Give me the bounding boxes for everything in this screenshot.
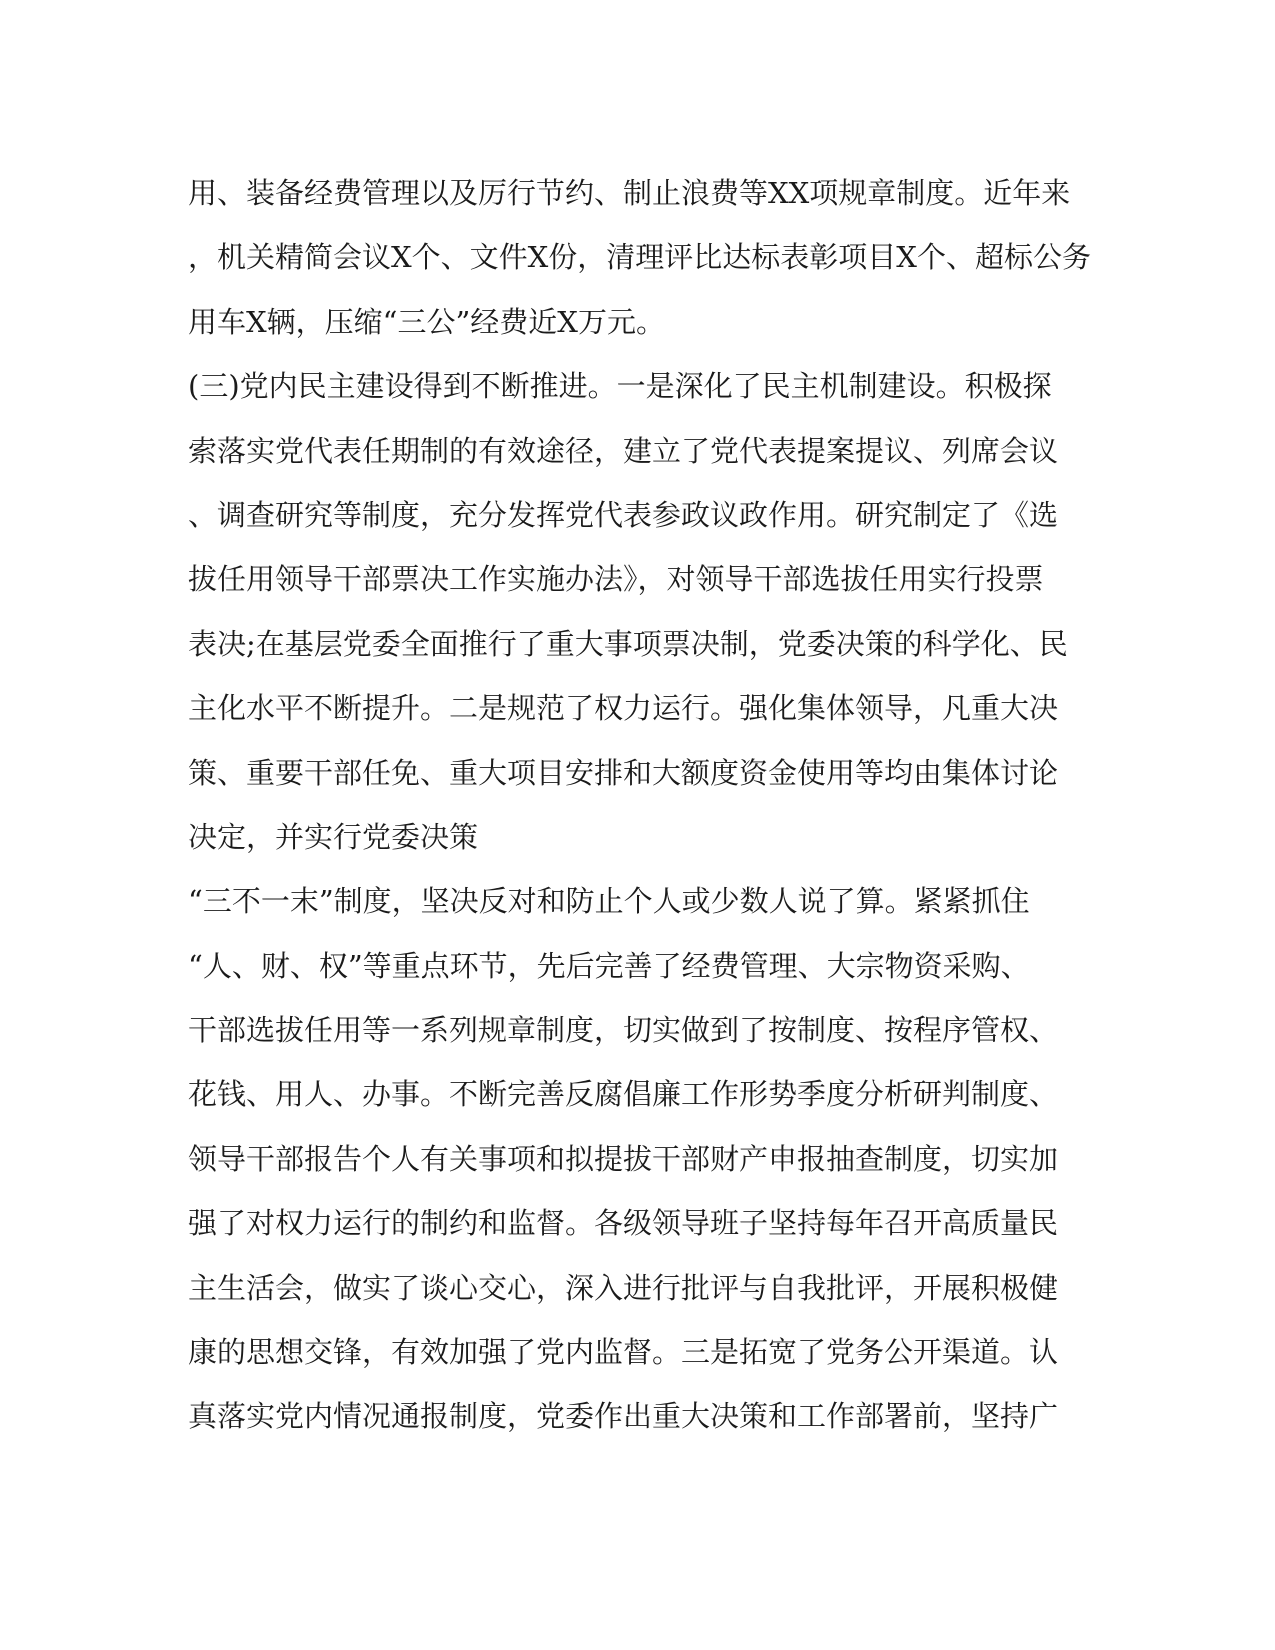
text-line: ，机关精简会议X个、文件X份，清理评比达标表彰项目X个、超标公务 [188, 240, 1091, 275]
body-text [188, 161, 1091, 1449]
text-line: 、调查研究等制度，充分发挥党代表参政议政作用。研究制定了《选 [188, 497, 1059, 532]
text-line: 主生活会，做实了谈心交心，深入进行批评与自我批评，开展积极健 [188, 1270, 1059, 1305]
text-line: 康的思想交锋，有效加强了党内监督。三是拓宽了党务公开渠道。认 [188, 1335, 1059, 1370]
text-line: 领导干部报告个人有关事项和拟提拔干部财产申报抽查制度，切实加 [188, 1141, 1059, 1176]
text-line: 强了对权力运行的制约和监督。各级领导班子坚持每年召开高质量民 [188, 1206, 1059, 1241]
text-line: 用车X辆，压缩“三公”经费近X万元。 [188, 304, 665, 339]
text-line: 用、装备经费管理以及厉行节约、制止浪费等XX项规章制度。近年来 [188, 176, 1071, 210]
text-line: 真落实党内情况通报制度，党委作出重大决策和工作部署前，坚持广 [188, 1399, 1059, 1434]
text-line: 主化水平不断提升。二是规范了权力运行。强化集体领导，凡重大决 [188, 691, 1059, 726]
text-line: (三)党内民主建设得到不断推进。一是深化了民主机制建设。积极探 [188, 369, 1052, 404]
text-line: 拔任用领导干部票决工作实施办法》，对领导干部选拔任用实行投票 [188, 562, 1044, 597]
text-line: “人、财、权”等重点环节，先后完善了经费管理、大宗物资采购、 [188, 948, 1030, 983]
text-line: 花钱、用人、办事。不断完善反腐倡廉工作形势季度分析研判制度、 [188, 1077, 1059, 1112]
text-line: “三不一末”制度，坚决反对和防止个人或少数人说了算。紧紧抓住 [188, 884, 1030, 919]
text-line: 干部选拔任用等一系列规章制度，切实做到了按制度、按程序管权、 [188, 1013, 1059, 1048]
text-line: 索落实党代表任期制的有效途径，建立了党代表提案提议、列席会议 [188, 433, 1059, 468]
text-line: 表决;在基层党委全面推行了重大事项票决制，党委决策的科学化、民 [188, 626, 1068, 661]
text-line: 策、重要干部任免、重大项目安排和大额度资金使用等均由集体讨论 [188, 755, 1059, 790]
text-line: 决定，并实行党委决策 [188, 819, 479, 854]
